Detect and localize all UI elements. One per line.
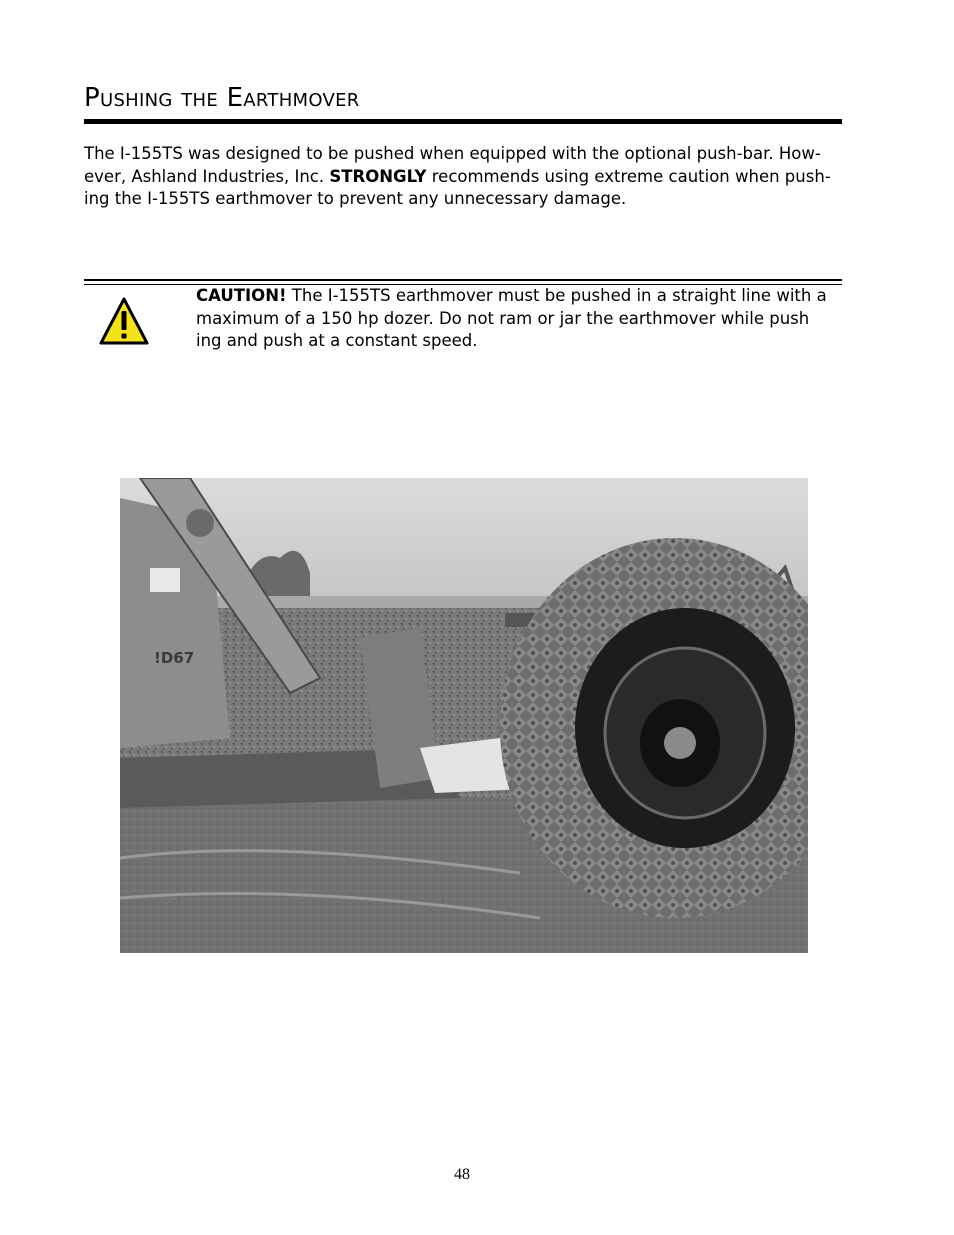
page-title: Pushing the Earthmover bbox=[84, 83, 360, 113]
page-number: 48 bbox=[454, 1166, 470, 1183]
intro-paragraph bbox=[84, 143, 842, 211]
intro-emphasis: STRONGLY bbox=[329, 166, 427, 186]
bulldozer-number: !D67 bbox=[154, 649, 195, 667]
caution-message bbox=[196, 285, 846, 353]
caution-body: The I-155TS earthmover must be pushed in a straight line with a maximum of a 150 hp dozer. Do not ram or jar the earthmover while push ing and push at a constant speed. bbox=[196, 286, 827, 350]
pushing-earthmover-photo bbox=[120, 478, 808, 953]
intro-text-start: The I-155TS was designed to be pushed when equipped with the optional push-bar. How- ever, Ashland Industries, Inc. bbox=[84, 144, 821, 186]
warning-triangle-icon bbox=[98, 296, 150, 348]
caution-label: CAUTION! bbox=[196, 286, 287, 305]
title-underline bbox=[84, 119, 842, 124]
intro-text-end: recommends using extreme caution when push- ing the I-155TS earthmover to prevent any unnecessary damage. bbox=[84, 166, 831, 208]
caution-top-rule bbox=[84, 279, 842, 281]
